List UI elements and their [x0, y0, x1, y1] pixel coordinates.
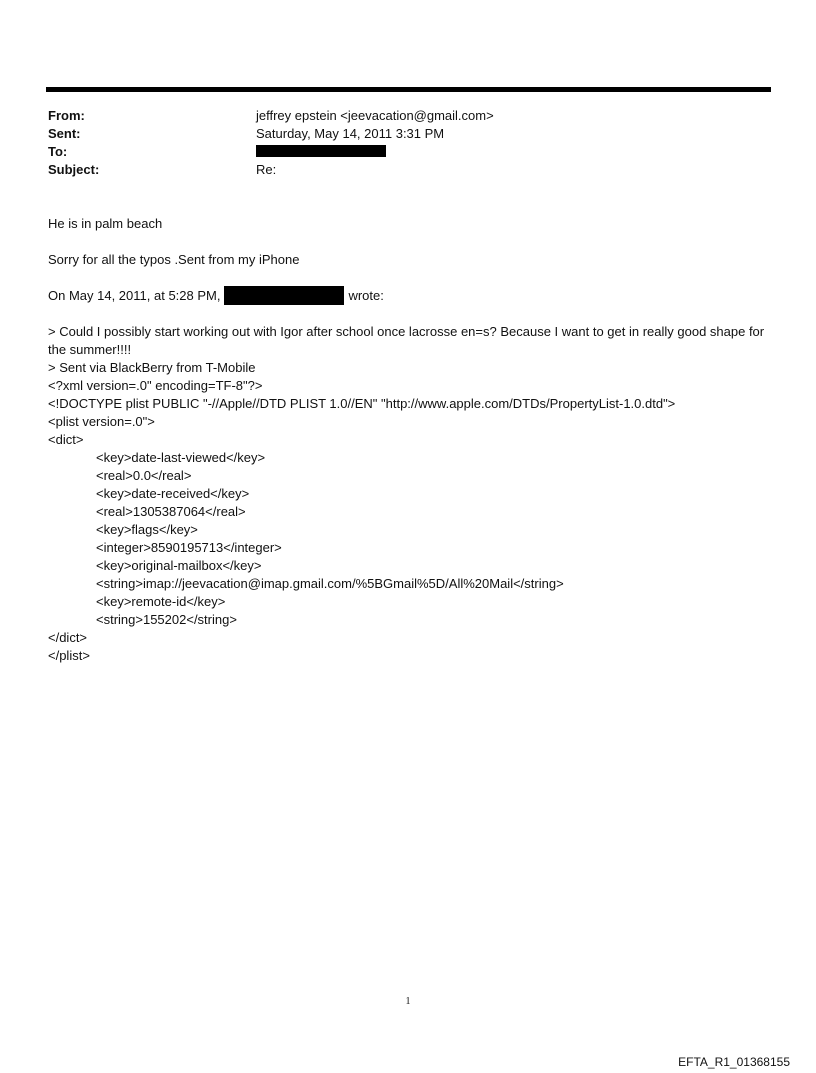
plist-line: <string>imap://jeevacation@imap.gmail.com/%5BGmail%5D/All%20Mail</string>	[96, 576, 564, 591]
to-label: To:	[48, 144, 68, 159]
plist-line: <key>date-received</key>	[96, 486, 250, 501]
xml-declaration: <?xml version=.0" encoding=TF-8"?>	[48, 378, 263, 393]
plist-line: <key>flags</key>	[96, 522, 198, 537]
plist-close: </plist>	[48, 648, 90, 663]
doctype-line: <!DOCTYPE plist PUBLIC "-//Apple//DTD PLIST 1.0//EN" "http://www.apple.com/DTDs/PropertyList-1.0.dtd">	[48, 396, 676, 411]
plist-line: <real>1305387064</real>	[96, 504, 246, 519]
email-header	[48, 107, 768, 179]
subject-row	[48, 161, 768, 179]
plist-line: <real>0.0</real>	[96, 468, 192, 483]
plist-line: <key>original-mailbox</key>	[96, 558, 262, 573]
from-row	[48, 107, 768, 125]
dict-open: <dict>	[48, 432, 84, 447]
plist-open: <plist version=.0">	[48, 414, 155, 429]
plist-line: <key>remote-id</key>	[96, 594, 226, 609]
page-number: 1	[405, 996, 411, 1007]
from-value: jeffrey epstein <jeevacation@gmail.com>	[256, 108, 494, 123]
email-body	[48, 215, 778, 665]
plist-line: <integer>8590195713</integer>	[96, 540, 282, 555]
body-line: He is in palm beach	[48, 216, 163, 231]
quoted-line: > Sent via BlackBerry from T-Mobile	[48, 360, 256, 375]
document-id: EFTA_R1_01368155	[678, 1055, 790, 1069]
top-rule	[46, 87, 771, 92]
plist-line: <string>155202</string>	[96, 612, 237, 627]
quote-intro	[48, 287, 778, 305]
to-row	[48, 143, 768, 161]
redaction-bar	[224, 286, 344, 305]
subject-value: Re:	[256, 162, 277, 177]
quote-intro-suffix: wrote:	[348, 288, 384, 303]
quoted-line: > Could I possibly start working out with Igor after school once lacrosse en=s? Because I want to get in really good shape for the summer!!!!	[48, 324, 765, 357]
sent-value: Saturday, May 14, 2011 3:31 PM	[256, 126, 445, 141]
to-value	[256, 143, 768, 161]
plist-line: <key>date-last-viewed</key>	[96, 450, 266, 465]
sent-row	[48, 125, 768, 143]
quote-intro-prefix: On May 14, 2011, at 5:28 PM,	[48, 288, 221, 303]
body-line: Sorry for all the typos .Sent from my iPhone	[48, 252, 300, 267]
dict-close: </dict>	[48, 630, 88, 645]
subject-label: Subject:	[48, 162, 100, 177]
redaction-bar	[256, 145, 386, 157]
from-label: From:	[48, 108, 85, 123]
sent-label: Sent:	[48, 126, 81, 141]
